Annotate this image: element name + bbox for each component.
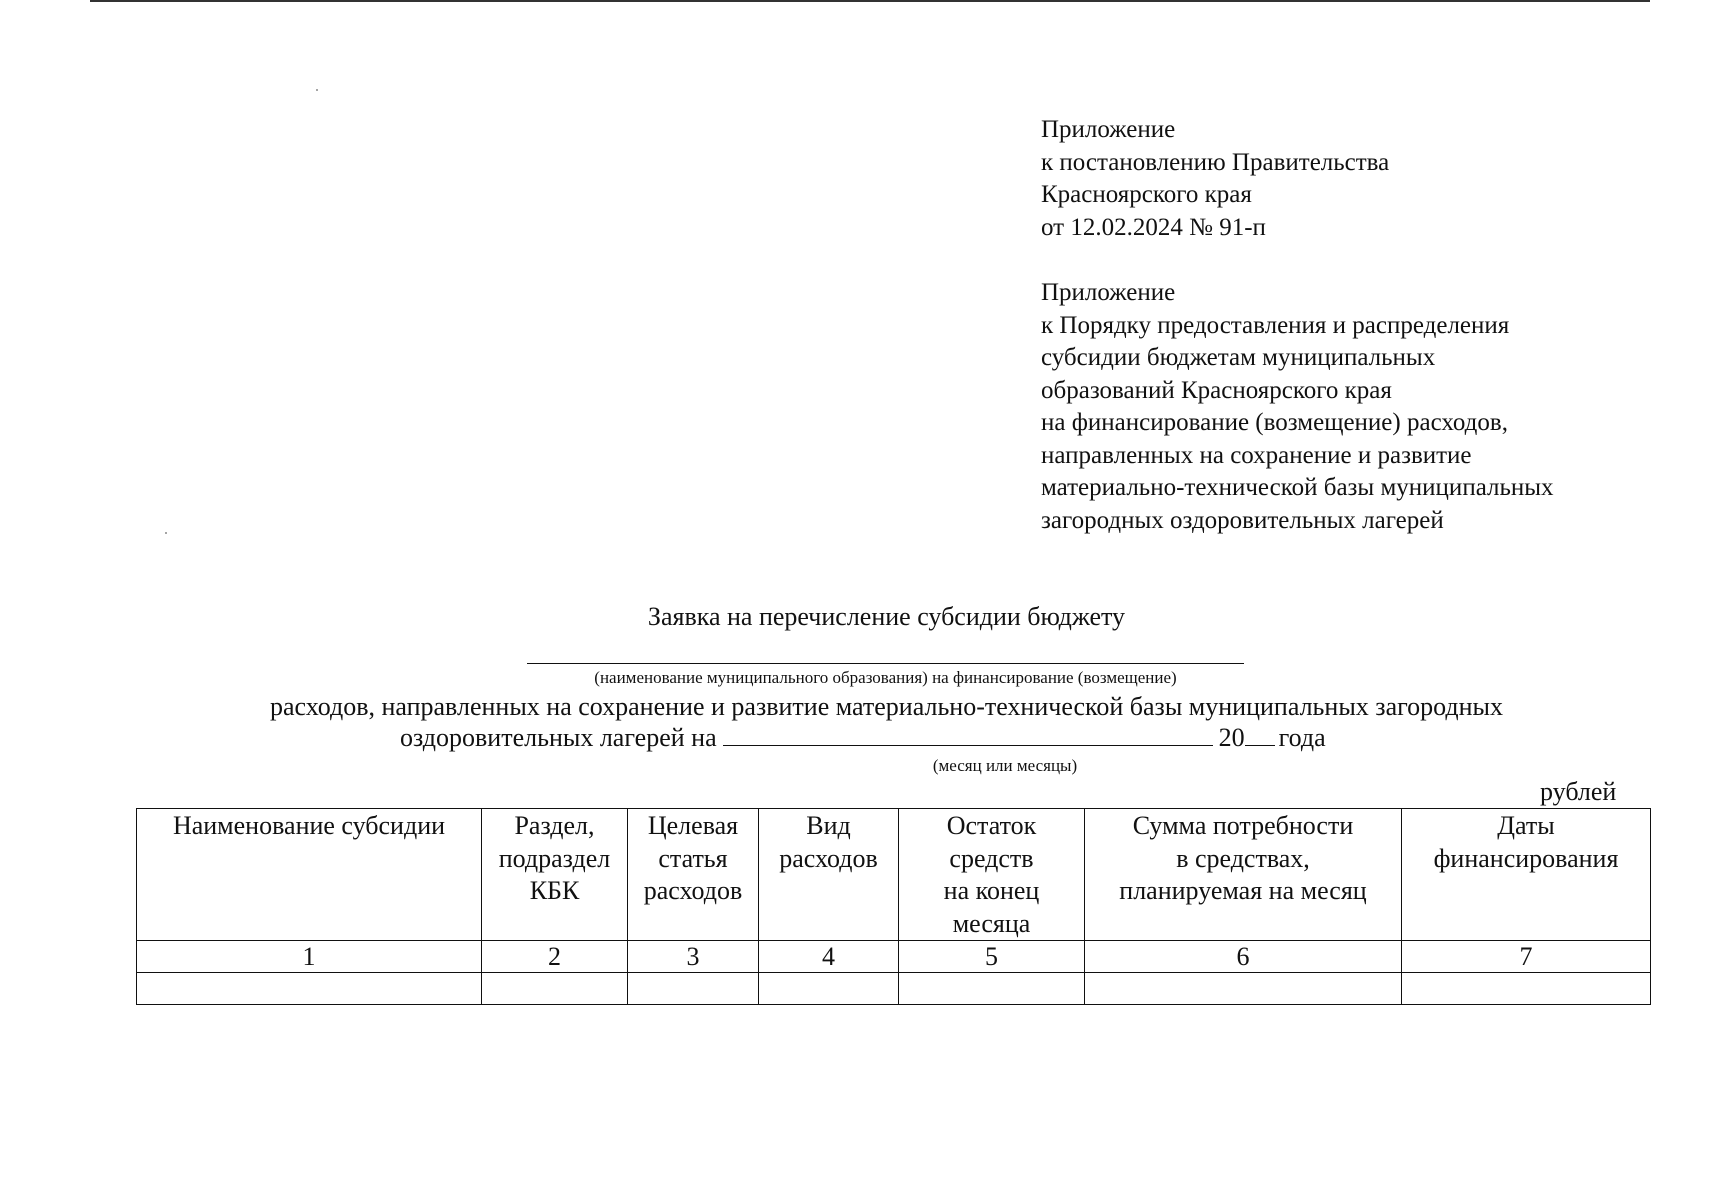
table-row — [137, 973, 1651, 1005]
subsidy-request-table — [136, 808, 1651, 1005]
table-cell — [482, 973, 628, 1005]
column-header-balance — [899, 809, 1085, 941]
column-header-required-amount — [1085, 809, 1402, 941]
municipality-name-field — [527, 663, 1244, 664]
table-cell — [628, 973, 759, 1005]
column-number: 5 — [899, 941, 1085, 973]
year-prefix: 20 — [1218, 723, 1245, 752]
header-text: Остаток — [946, 811, 1037, 840]
appendix-line: Красноярского края — [1041, 181, 1252, 208]
header-text: средств — [949, 843, 1034, 873]
appendix-line: от 12.02.2024 № 91-п — [1041, 213, 1266, 241]
column-number: 1 — [137, 941, 482, 973]
table-cell — [137, 973, 482, 1005]
column-header-target-item — [628, 809, 759, 941]
table-cell — [1085, 973, 1402, 1005]
header-text: месяца — [952, 908, 1031, 938]
appendix-line: Приложение — [1041, 116, 1176, 143]
column-header-expense-type — [759, 809, 899, 941]
table-cell — [899, 973, 1085, 1005]
header-text: Раздел, — [514, 811, 595, 840]
column-number-row — [137, 941, 1651, 973]
request-title: Заявка на перечисление субсидии бюджету — [647, 602, 1126, 631]
header-text: Наименование субсидии — [172, 811, 446, 840]
period-prefix: оздоровительных лагерей на — [400, 723, 717, 752]
year-suffix: года — [1278, 723, 1326, 752]
column-number: 6 — [1085, 941, 1402, 973]
scan-speck — [165, 532, 167, 534]
purpose-line: расходов, направленных на сохранение и развитие материально-технической базы муниципальных загородных — [269, 692, 1503, 721]
unit-label: рублей — [1540, 777, 1617, 806]
municipality-caption: (наименование муниципального образования) на финансирование (возмещение) — [594, 668, 1177, 687]
column-number: 2 — [482, 941, 628, 973]
period-caption: (месяц или месяцы) — [932, 756, 1078, 775]
header-text: в средствах, — [1176, 843, 1310, 873]
appendix-line: направленных на сохранение и развитие — [1041, 441, 1472, 469]
header-text: Вид — [806, 811, 851, 840]
header-text: Сумма потребности — [1132, 811, 1354, 840]
header-text: расходов — [779, 843, 878, 873]
year-field — [1245, 723, 1275, 746]
header-text: подраздел — [498, 843, 611, 873]
header-text: финансирования — [1433, 843, 1619, 873]
column-header-funding-dates — [1402, 809, 1651, 941]
header-text: на конец — [943, 876, 1040, 905]
header-text: Даты — [1497, 811, 1555, 840]
header-text: Целевая — [647, 811, 739, 840]
appendix-line: субсидии бюджетам муниципальных — [1041, 344, 1436, 371]
column-header-subsidy-name — [137, 809, 482, 941]
column-number: 4 — [759, 941, 899, 973]
column-number: 3 — [628, 941, 759, 973]
appendix-line: материально-технической базы муниципальных — [1041, 474, 1554, 501]
page-top-border — [90, 0, 1650, 2]
table-cell — [1402, 973, 1651, 1005]
appendix-procedure-block — [1041, 277, 1554, 537]
period-line — [400, 722, 1326, 754]
column-header-kbk-section — [482, 809, 628, 941]
scan-speck — [316, 89, 318, 91]
header-text: расходов — [643, 876, 743, 905]
header-text: КБК — [529, 876, 580, 905]
appendix-line: к постановлению Правительства — [1041, 148, 1390, 176]
period-field — [723, 723, 1213, 746]
appendix-line: на финансирование (возмещение) расходов, — [1041, 409, 1508, 436]
appendix-line: к Порядку предоставления и распределения — [1041, 311, 1510, 339]
appendix-government-block — [1041, 114, 1389, 244]
appendix-line: образований Красноярского края — [1041, 376, 1392, 404]
header-text: планируемая на месяц — [1119, 876, 1367, 905]
appendix-line: загородных оздоровительных лагерей — [1041, 506, 1444, 534]
column-number: 7 — [1402, 941, 1651, 973]
header-text: статья — [658, 843, 728, 873]
table-cell — [759, 973, 899, 1005]
appendix-line: Приложение — [1041, 279, 1176, 306]
table-header-row — [137, 809, 1651, 941]
